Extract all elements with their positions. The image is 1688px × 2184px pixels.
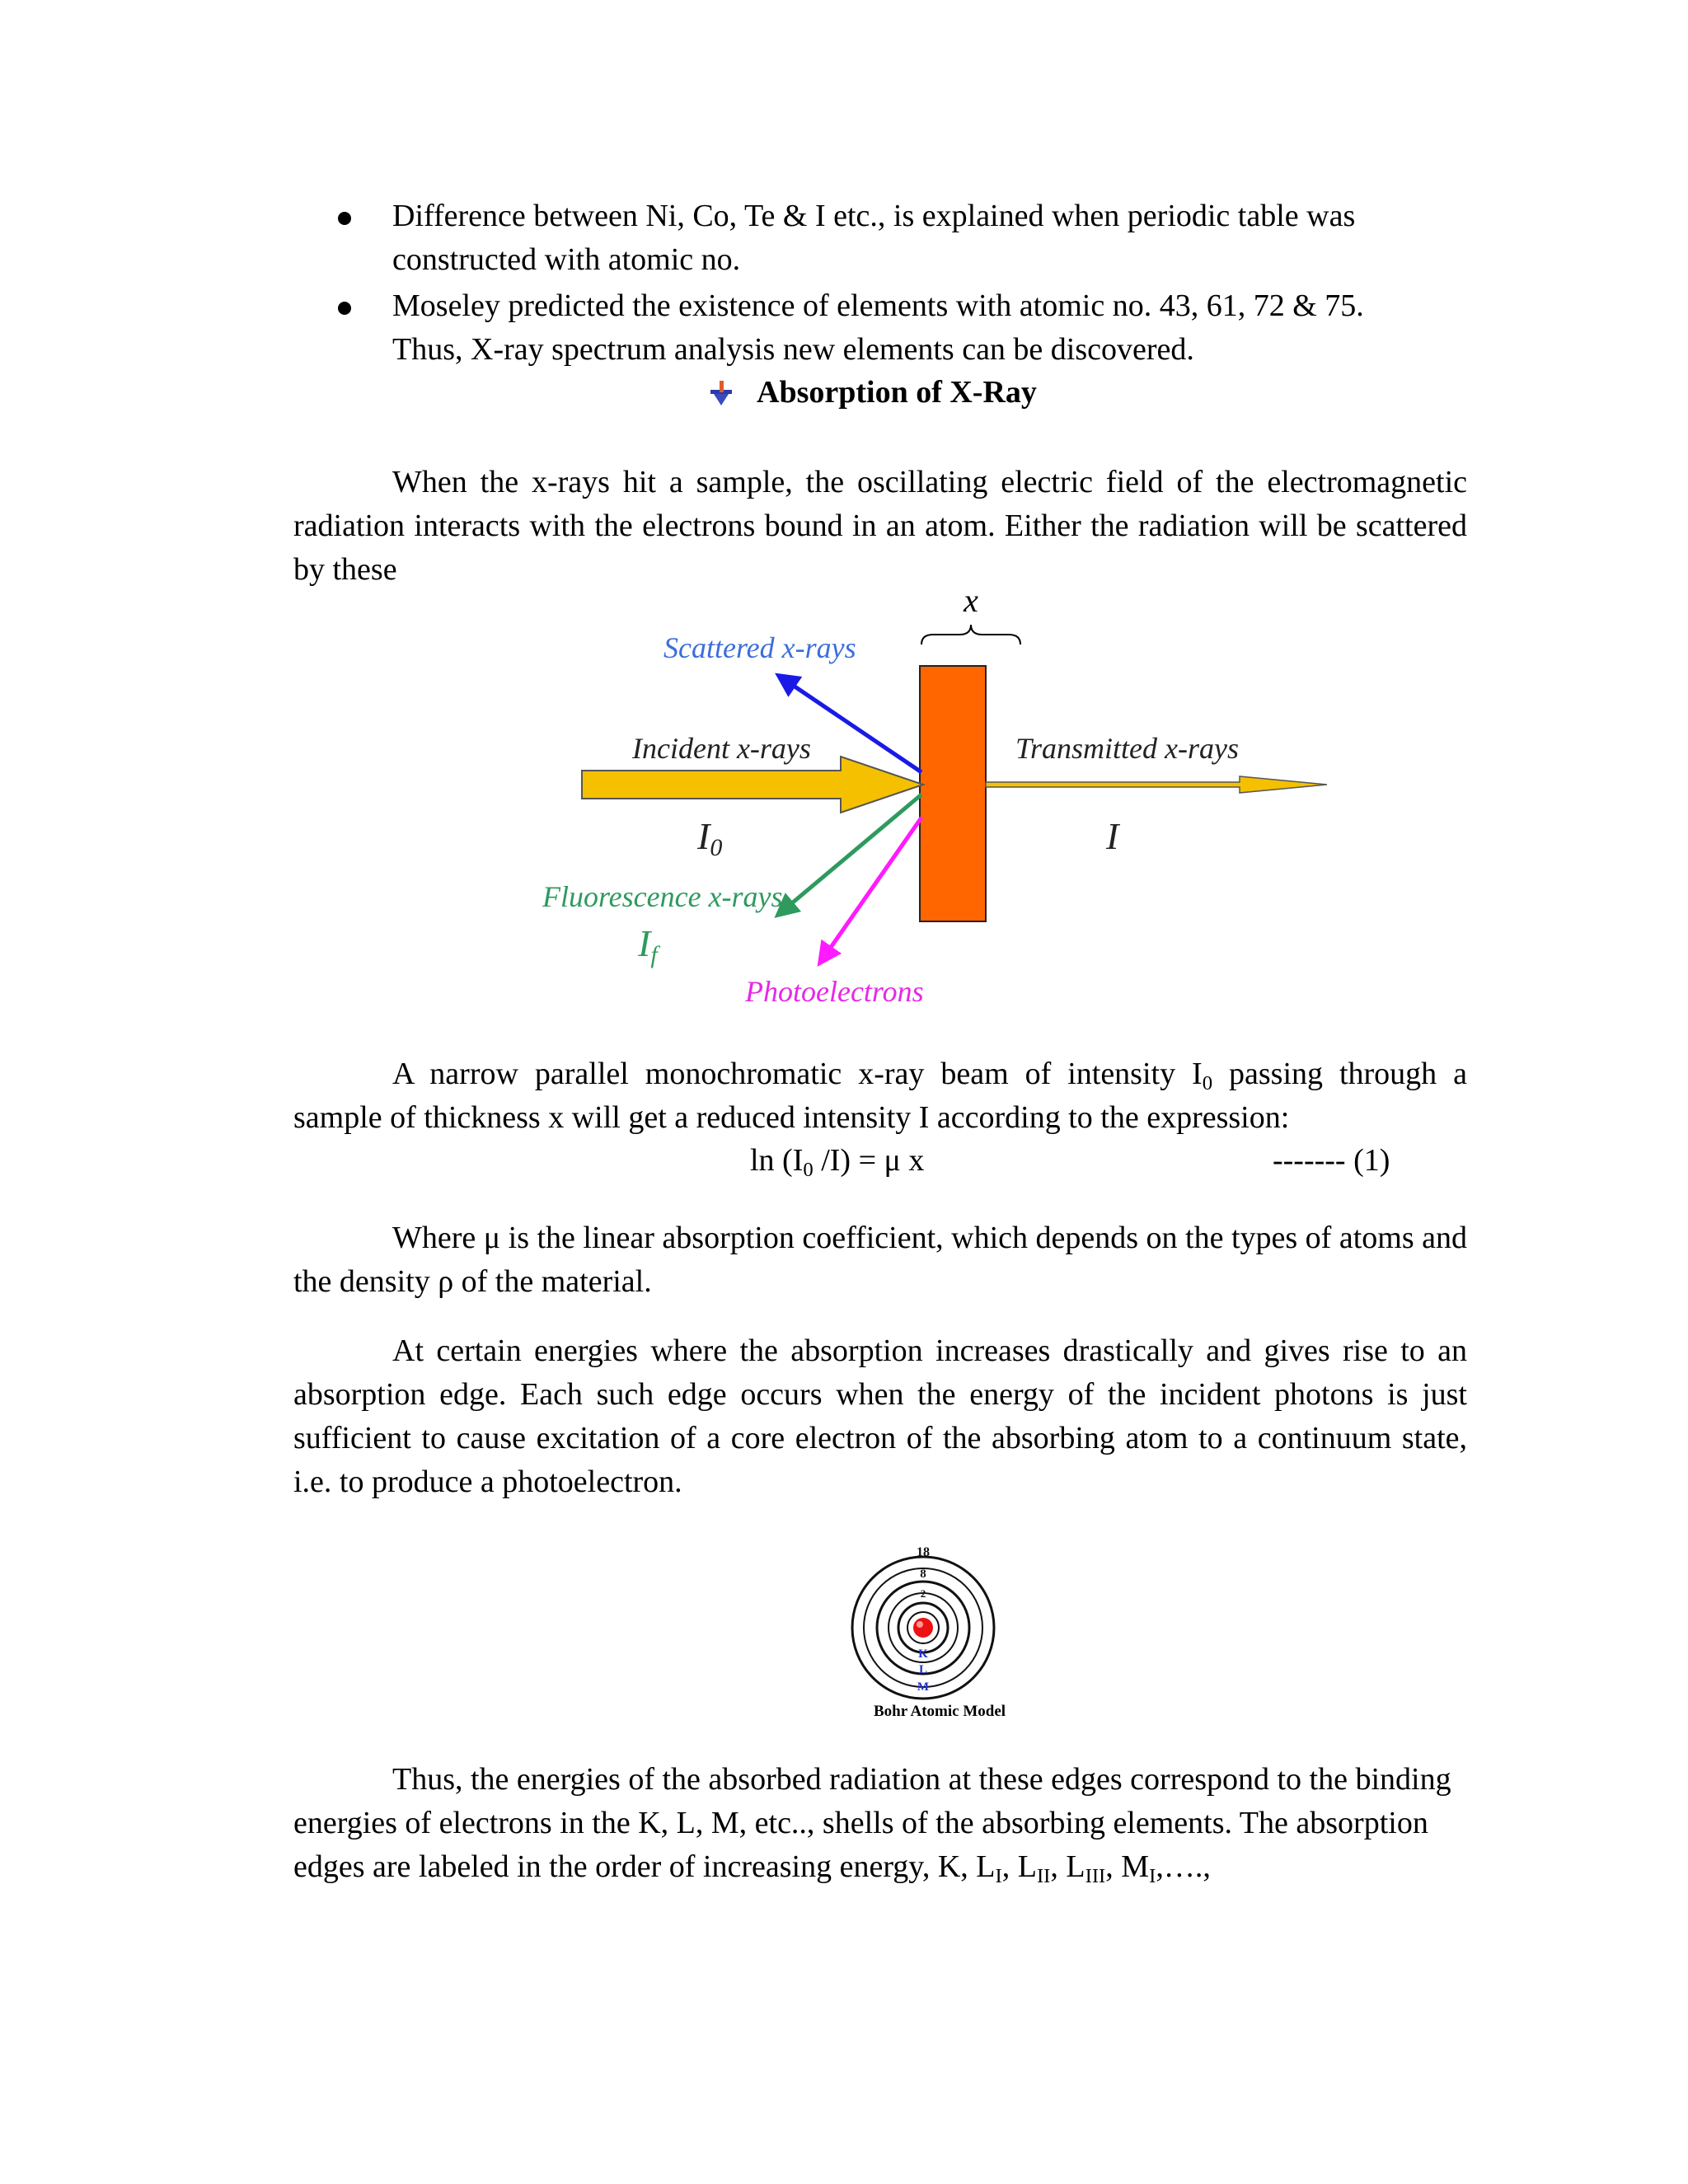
down-arrow-cross-icon	[707, 379, 735, 407]
bullet-text-line: Thus, X-ray spectrum analysis new elements can be discovered.	[392, 332, 1194, 367]
fluorescence-intensity-label: If	[638, 922, 658, 968]
paragraph-absorption-edge: At certain energies where the absorption increases drastically and gives rise to an absorption edge. Each such edge occurs when the energy of the incident photons is just sufficient to cause excitation of a core electron of the absorbing atom to a continuum state, i.e. to produce a photoelectron.	[293, 1333, 1467, 1499]
bullet-text-line: constructed with atomic no.	[392, 242, 741, 277]
xray-absorption-diagram	[536, 577, 1343, 1038]
equation-row	[293, 1139, 1467, 1185]
transmitted-label: Transmitted x-rays	[1015, 732, 1240, 765]
sample-slab	[920, 666, 986, 921]
bullet-dot	[338, 302, 351, 315]
thickness-brace	[921, 625, 1020, 644]
incident-arrow	[582, 757, 923, 813]
paragraph-coefficient: Where μ is the linear absorption coefficient, which depends on the types of atoms and the density ρ of the material.	[293, 1221, 1467, 1299]
paragraph-intro: When the x-rays hit a sample, the oscillating electric field of the electromagnetic radiation interacts with the electrons bound in an atom. Either the radiation will be scattered by these	[293, 465, 1467, 587]
shell-count: 18	[917, 1545, 930, 1559]
bullet-item	[338, 194, 1484, 282]
shell-letter: M	[917, 1680, 930, 1694]
shell-count: 2	[920, 1587, 926, 1600]
paragraph-edges: Thus, the energies of the absorbed radiation at these edges correspond to the binding energies of electrons in the K, L, M, etc.., shells of the absorbing elements. The absorption edges are labeled in the order of increasing energy, K, $L_I$, $L_{II}$, $L_{III}$, $M_I,\dots$.,	[293, 1762, 1451, 1887]
thickness-label: x	[964, 582, 978, 619]
bullet-item	[338, 284, 1484, 372]
photoelectrons-label: Photoelectrons	[745, 975, 924, 1008]
atom-caption: Bohr Atomic Model	[873, 1703, 1006, 1720]
incident-label: Incident x-rays	[632, 732, 811, 765]
fluorescence-label: Fluorescence x-rays	[542, 880, 783, 913]
bullet-text-line: Difference between Ni, Co, Te & I etc., is explained when periodic table was	[392, 199, 1356, 233]
bullet-dot	[338, 212, 351, 225]
shell-count: 8	[920, 1568, 926, 1581]
shell-letter: K	[918, 1647, 928, 1661]
bullet-text-line: Moseley predicted the existence of elements with atomic no. 43, 61, 72 & 75.	[392, 288, 1364, 323]
section-heading-text: Absorption of X-Ray	[757, 375, 1037, 410]
bullet-list	[338, 194, 1484, 374]
transmitted-intensity-label: I	[1106, 815, 1119, 857]
incident-intensity-label: I0	[697, 815, 723, 861]
paragraph-beam: A narrow parallel monochromatic x-ray beam of intensity $I_0$ passing through a sample of thickness x will get a reduced intensity I according to the expression:	[293, 1057, 1468, 1135]
equation-formula: $\ln (I_0$ /I) = μ x	[750, 1143, 925, 1181]
fluorescence-arrow	[778, 794, 921, 915]
section-heading	[707, 371, 1037, 415]
equation-number: ------- (1)	[1273, 1143, 1390, 1178]
transmitted-arrow	[986, 776, 1327, 793]
shell-letter: L	[918, 1663, 928, 1676]
nucleus-icon	[913, 1618, 933, 1638]
scattered-label: Scattered x-rays	[663, 631, 856, 664]
